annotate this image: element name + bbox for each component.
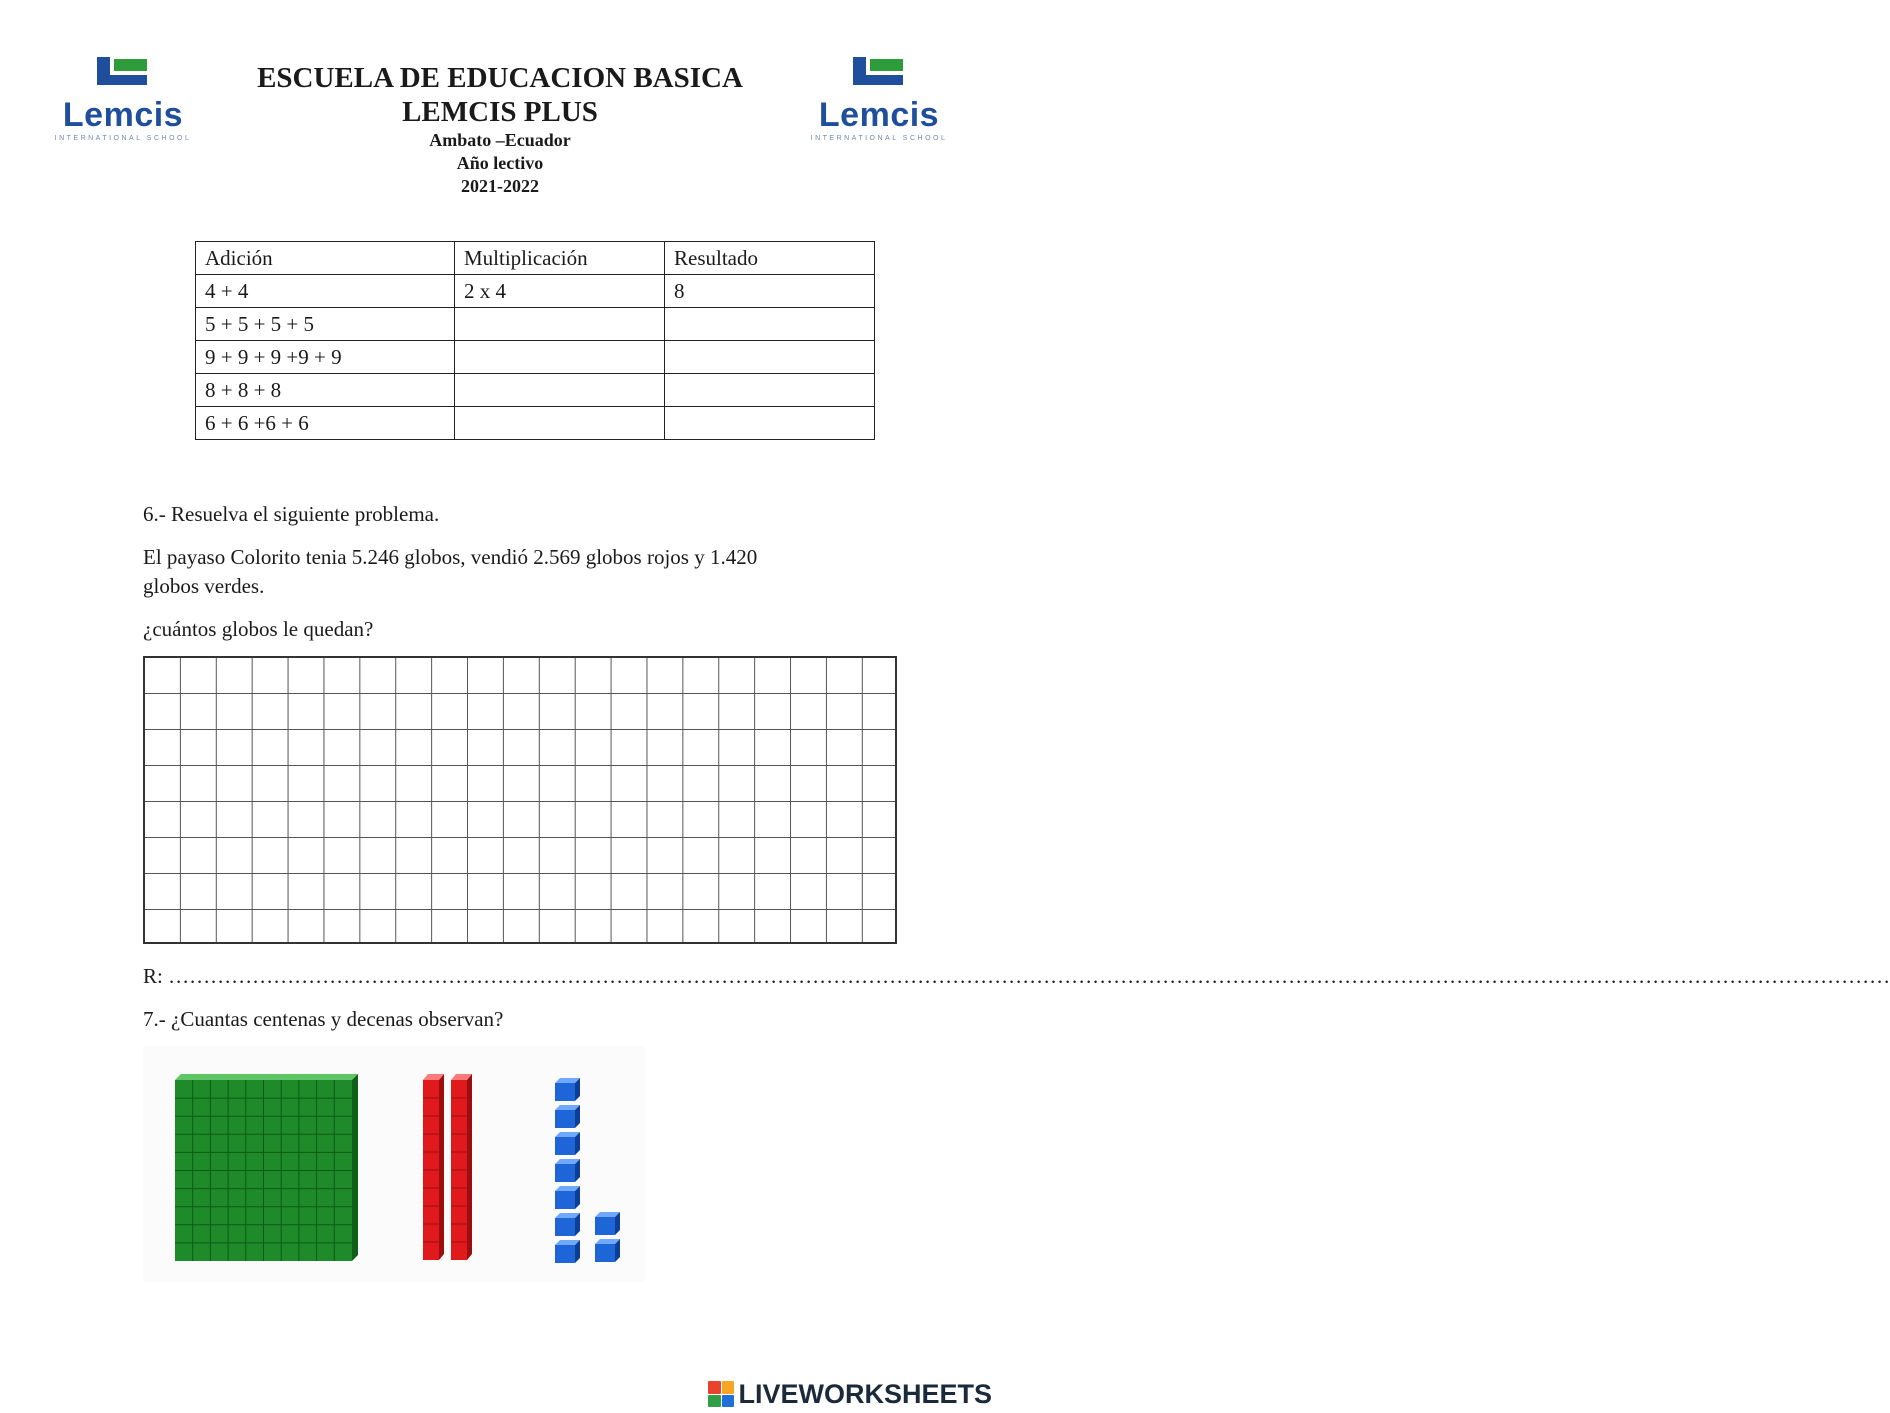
addition-cell: 6 + 6 +6 + 6 [196, 407, 455, 440]
problem7-heading: 7.- ¿Cuantas centenas y decenas observan? [143, 1007, 504, 1031]
problem6-statement-line2: globos verdes. [143, 574, 265, 598]
hundreds-block [175, 1074, 358, 1261]
school-year-label: Año lectivo [456, 153, 544, 173]
work-grid[interactable] [143, 656, 897, 944]
header-multiplication: Multiplicación [455, 242, 665, 275]
multiplication-cell[interactable] [455, 341, 665, 374]
result-cell[interactable] [665, 308, 875, 341]
table-row [196, 341, 875, 374]
table-row [196, 308, 875, 341]
unit-cube [555, 1159, 580, 1182]
header-addition: Adición [196, 242, 455, 275]
school-logo-subtext: INTERNATIONAL SCHOOL [54, 135, 192, 142]
result-cell[interactable] [665, 341, 875, 374]
problem6-statement-line1: El payaso Colorito tenia 5.246 globos, vendió 2.569 globos rojos y 1.420 [143, 545, 758, 569]
school-title-line1: ESCUELA DE EDUCACION BASICA [257, 62, 743, 94]
school-logo-mark-icon [93, 57, 151, 95]
unit-cube [555, 1213, 580, 1236]
addition-cell: 8 + 8 + 8 [196, 374, 455, 407]
result-cell[interactable] [665, 407, 875, 440]
tens-rod [423, 1074, 444, 1260]
addition-cell: 4 + 4 [196, 275, 455, 308]
unit-cube [555, 1132, 580, 1155]
school-logo-mark-icon [849, 57, 907, 95]
multiplication-cell[interactable]: 2 x 4 [455, 275, 665, 308]
table-row [196, 275, 875, 308]
answer-line[interactable]: R: ………………………………………………………………………………………………………………………………………………………………………………………………………………………… [143, 964, 1890, 988]
tens-rod [451, 1074, 472, 1260]
table-header-row [196, 242, 875, 275]
school-year: 2021-2022 [461, 176, 539, 196]
unit-cube [555, 1186, 580, 1209]
school-logo-right [789, 57, 969, 147]
addition-cell: 5 + 5 + 5 + 5 [196, 308, 455, 341]
addition-multiplication-table [195, 241, 875, 440]
school-location: Ambato –Ecuador [429, 130, 571, 150]
unit-cube [595, 1212, 620, 1235]
result-cell[interactable]: 8 [665, 275, 875, 308]
school-title-line2: LEMCIS PLUS [402, 96, 598, 128]
school-logo-subtext: INTERNATIONAL SCHOOL [810, 135, 948, 142]
liveworksheets-logo-icon [708, 1381, 734, 1407]
unit-cube [555, 1105, 580, 1128]
multiplication-cell[interactable] [455, 308, 665, 341]
base-ten-blocks-image [143, 1046, 645, 1282]
result-cell[interactable] [665, 374, 875, 407]
multiplication-cell[interactable] [455, 407, 665, 440]
problem6-question: ¿cuántos globos le quedan? [143, 617, 374, 641]
liveworksheets-brand: LIVEWORKSHEETS [738, 1378, 992, 1409]
table-row [196, 407, 875, 440]
school-logo-left [33, 57, 213, 147]
liveworksheets-footer [708, 1379, 992, 1409]
addition-cell: 9 + 9 + 9 +9 + 9 [196, 341, 455, 374]
unit-cube [555, 1240, 580, 1263]
header-result: Resultado [665, 242, 875, 275]
table-row [196, 374, 875, 407]
unit-cube [555, 1078, 580, 1101]
base-ten-blocks-illustration [143, 1046, 645, 1282]
school-logo-wordmark: Lemcis [818, 96, 940, 134]
unit-cube [595, 1239, 620, 1262]
problem6-heading: 6.- Resuelva el siguiente problema. [143, 502, 440, 526]
school-logo-wordmark: Lemcis [62, 96, 184, 134]
multiplication-cell[interactable] [455, 374, 665, 407]
